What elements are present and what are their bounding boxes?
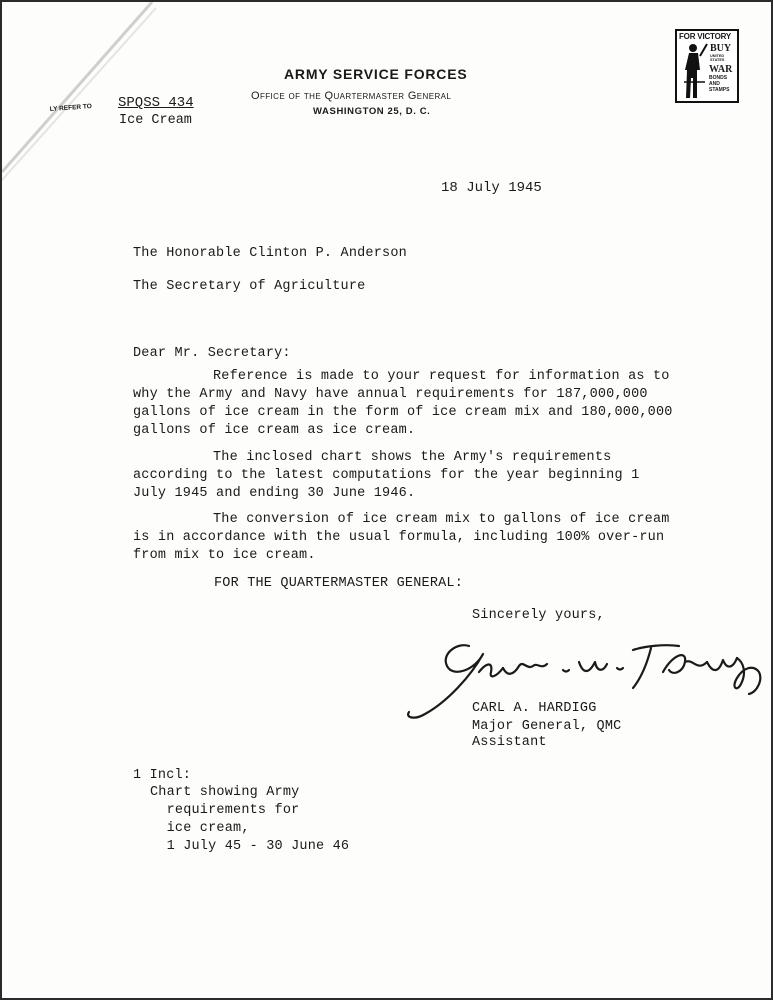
letterhead-location: WASHINGTON 25, D. C. <box>313 106 431 117</box>
letterhead-office: Office of the Quartermaster General <box>251 90 452 102</box>
salutation: Dear Mr. Secretary: <box>133 346 291 361</box>
recipient-name: The Honorable Clinton P. Anderson <box>133 246 407 261</box>
reply-refer-label: LY REFER TO <box>49 103 93 113</box>
enclosure-description: Chart showing Army requirements for ice cream, 1 July 45 - 30 June 46 <box>150 785 350 854</box>
letterhead-org: ARMY SERVICE FORCES <box>284 66 468 82</box>
war-bonds-stamp <box>675 29 739 103</box>
letter-date: 18 July 1945 <box>441 180 542 196</box>
reference-code <box>118 95 194 111</box>
body-paragraph-2: The inclosed chart shows the Army's requirements according to the latest computations for the year beginning 1 July 1945 and ending 30 June 1946. <box>133 450 640 501</box>
closing-line: FOR THE QUARTERMASTER GENERAL: <box>214 576 464 591</box>
signoff: Sincerely yours, <box>472 608 605 623</box>
enclosure-count: 1 Incl: <box>133 768 192 783</box>
reference-code-text: SPQSS 434 <box>118 95 194 111</box>
minuteman-icon <box>681 42 709 100</box>
body-paragraph-1: Reference is made to your request for information as to why the Army and Navy have annual requirements for 187,000,000 gallons of ice cream in the form of ice cream mix and 180,000,000 gallons of ice cream as ice cream. <box>133 369 673 438</box>
reference-subject: Ice Cream <box>119 113 192 128</box>
stamp-bonds-and-stamps: BONDS AND STAMPS <box>709 75 730 93</box>
signer-rank: Major General, QMC <box>472 719 622 734</box>
signer-name: CARL A. HARDIGG <box>472 701 597 716</box>
stamp-war: WAR <box>709 64 733 75</box>
stamp-for-victory: FOR VICTORY <box>679 32 732 41</box>
stamp-buy: BUY <box>710 43 732 54</box>
recipient-title: The Secretary of Agriculture <box>133 279 366 294</box>
body-paragraph-3: The conversion of ice cream mix to gallons of ice cream is in accordance with the usual formula, including 100% over-run from mix to ice cream. <box>133 512 670 563</box>
signer-role: Assistant <box>472 735 547 750</box>
stamp-united-states: UNITED STATES <box>710 54 725 63</box>
